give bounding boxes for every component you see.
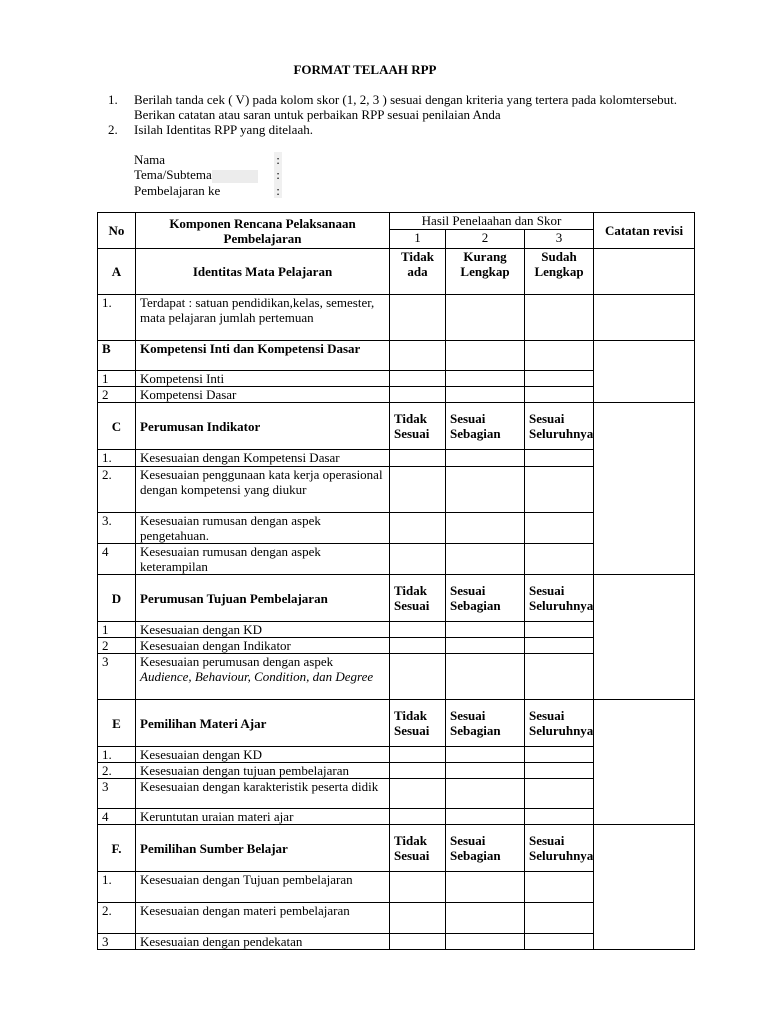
tema-label-text: Tema/Subtema	[134, 167, 212, 182]
instruction-text: Isilah Identitas RPP yang ditelaah.	[134, 122, 313, 137]
section-e-title: Pemilihan Materi Ajar	[136, 700, 390, 747]
score-cell-2[interactable]	[446, 654, 525, 700]
table-row	[98, 295, 695, 341]
score-cell-1[interactable]	[390, 809, 446, 825]
row-criteria: Kesesuaian dengan Kompetensi Dasar	[136, 450, 390, 467]
row-criteria: Kesesuaian dengan Tujuan pembelajaran	[136, 872, 390, 903]
section-e-catatan[interactable]	[594, 700, 695, 825]
row-no: 1.	[98, 872, 136, 903]
section-d-score-3: Sesuai Seluruhnya	[525, 575, 594, 622]
score-cell-2[interactable]	[446, 387, 525, 403]
section-f-title: Pemilihan Sumber Belajar	[136, 825, 390, 872]
pembelajaran-colon: :	[274, 183, 282, 198]
section-e-code: E	[98, 700, 136, 747]
section-a-score-1: Tidak ada	[390, 249, 446, 295]
row-criteria: Kesesuaian rumusan dengan aspek pengetahuan.	[136, 513, 390, 544]
nama-label: Nama	[134, 152, 166, 167]
row-no: 2.	[98, 903, 136, 934]
score-cell-3[interactable]	[525, 779, 594, 809]
section-a-title: Identitas Mata Pelajaran	[136, 249, 390, 295]
row-no: 2	[98, 638, 136, 654]
row-criteria: Kesesuaian dengan KD	[136, 747, 390, 763]
score-cell-2[interactable]	[446, 934, 525, 950]
row-no: 2.	[98, 763, 136, 779]
section-c-score-2: Sesuai Sebagian	[446, 403, 525, 450]
section-a-code: A	[98, 249, 136, 295]
score-cell-3[interactable]	[525, 809, 594, 825]
row-criteria: Kesesuaian dengan tujuan pembelajaran	[136, 763, 390, 779]
row-no: 3	[98, 934, 136, 950]
score-cell-1[interactable]	[390, 763, 446, 779]
instruction-list	[108, 92, 698, 137]
row-criteria: Kesesuaian dengan materi pembelajaran	[136, 903, 390, 934]
score-cell-2[interactable]	[446, 747, 525, 763]
score-cell-2[interactable]	[446, 763, 525, 779]
section-d-title: Perumusan Tujuan Pembelajaran	[136, 575, 390, 622]
section-b-catatan[interactable]	[594, 341, 695, 403]
telaah-table	[97, 212, 695, 950]
document-title: FORMAT TELAAH RPP	[293, 62, 437, 77]
section-c-code: C	[98, 403, 136, 450]
row-no: 3.	[98, 513, 136, 544]
score-cell-1[interactable]	[390, 450, 446, 467]
header-score-1: 1	[390, 230, 446, 249]
tema-colon: :	[274, 167, 282, 183]
score-cell-3[interactable]	[525, 638, 594, 654]
section-b-row	[98, 341, 695, 371]
score-cell-2[interactable]	[446, 638, 525, 654]
catatan-cell[interactable]	[594, 295, 695, 341]
row-no: 4	[98, 809, 136, 825]
row-criteria: Terdapat : satuan pendidikan,kelas, semester, mata pelajaran jumlah pertemuan	[136, 295, 390, 341]
header-no: No	[98, 213, 136, 249]
row-criteria: Kompetensi Dasar	[136, 387, 390, 403]
score-cell-3[interactable]	[525, 654, 594, 700]
section-c-catatan[interactable]	[594, 403, 695, 575]
score-cell-3[interactable]	[525, 622, 594, 638]
instruction-item	[108, 122, 698, 137]
row-criteria: Keruntutan uraian materi ajar	[136, 809, 390, 825]
score-cell-3[interactable]	[525, 295, 594, 341]
score-cell-1[interactable]	[390, 513, 446, 544]
score-cell-3[interactable]	[525, 513, 594, 544]
score-cell-2[interactable]	[446, 872, 525, 903]
score-cell-1[interactable]	[390, 371, 446, 387]
section-e-score-2: Sesuai Sebagian	[446, 700, 525, 747]
section-c-score-3: Sesuai Seluruhnya	[525, 403, 594, 450]
row-no: 4	[98, 544, 136, 575]
score-cell-1[interactable]	[390, 934, 446, 950]
score-cell-3[interactable]	[525, 872, 594, 903]
section-a-catatan	[594, 249, 695, 295]
score-cell-2[interactable]	[446, 544, 525, 575]
section-f-row	[98, 825, 695, 872]
row-no: 1.	[98, 747, 136, 763]
row-no: 3	[98, 779, 136, 809]
row-criteria: Kesesuaian rumusan dengan aspek keterampilan	[136, 544, 390, 575]
score-cell-3[interactable]	[525, 371, 594, 387]
row-criteria: Kesesuaian dengan pendekatan	[136, 934, 390, 950]
identity-row-pembelajaran	[134, 183, 282, 198]
score-cell-1[interactable]	[390, 779, 446, 809]
section-f-score-3: Sesuai Seluruhnya	[525, 825, 594, 872]
row-criteria: Kompetensi Inti	[136, 371, 390, 387]
header-komponen: Komponen Rencana Pelaksanaan Pembelajaran	[136, 213, 390, 249]
section-f-score-1: Tidak Sesuai	[390, 825, 446, 872]
header-score-2: 2	[446, 230, 525, 249]
header-score-3: 3	[525, 230, 594, 249]
section-f-code: F.	[98, 825, 136, 872]
header-hasil: Hasil Penelaahan dan Skor	[390, 213, 594, 230]
section-d-score-2: Sesuai Sebagian	[446, 575, 525, 622]
section-d-catatan[interactable]	[594, 575, 695, 700]
section-e-score-3: Sesuai Seluruhnya	[525, 700, 594, 747]
pembelajaran-label: Pembelajaran ke	[134, 182, 221, 198]
row-criteria: Kesesuaian dengan karakteristik peserta didik	[136, 779, 390, 809]
score-cell-1[interactable]	[390, 467, 446, 513]
score-cell-1[interactable]	[390, 747, 446, 763]
score-cell-2[interactable]	[446, 450, 525, 467]
header-catatan: Catatan revisi	[594, 213, 695, 249]
row-criteria: Kesesuaian dengan KD	[136, 622, 390, 638]
row-no: 2	[98, 387, 136, 403]
row-no: 1.	[98, 295, 136, 341]
section-e-score-1: Tidak Sesuai	[390, 700, 446, 747]
section-a-row	[98, 249, 695, 295]
tema-highlight	[212, 170, 258, 183]
score-cell-3[interactable]	[525, 387, 594, 403]
row-no: 1	[98, 622, 136, 638]
score-cell-2[interactable]	[446, 513, 525, 544]
row-no: 1.	[98, 450, 136, 467]
score-cell-1[interactable]	[390, 654, 446, 700]
row-criteria-italic: Audience, Behaviour, Condition, dan Degree	[140, 669, 374, 684]
score-cell-2[interactable]	[446, 779, 525, 809]
section-d-code: D	[98, 575, 136, 622]
score-cell-3[interactable]	[525, 450, 594, 467]
score-cell-1[interactable]	[390, 872, 446, 903]
score-cell-1[interactable]	[390, 544, 446, 575]
instruction-item	[108, 92, 698, 122]
score-cell-1[interactable]	[390, 903, 446, 934]
score-cell-1[interactable]	[390, 622, 446, 638]
score-cell-2[interactable]	[446, 295, 525, 341]
section-a-score-2: Kurang Lengkap	[446, 249, 525, 295]
instruction-text: Berilah tanda cek ( V) pada kolom skor (1, 2, 3 ) sesuai dengan kriteria yang tertera pada kolomtersebut. Berikan catatan atau saran untuk perbaikan RPP sesuai penilaian Anda	[134, 92, 678, 122]
score-cell-3[interactable]	[525, 747, 594, 763]
header-row	[98, 213, 695, 230]
score-cell-2[interactable]	[446, 371, 525, 387]
section-f-score-2: Sesuai Sebagian	[446, 825, 525, 872]
row-criteria-text: Kesesuaian perumusan dengan aspek	[140, 654, 334, 669]
row-no: 3	[98, 654, 136, 700]
score-cell-3[interactable]	[525, 903, 594, 934]
row-criteria	[136, 654, 390, 700]
nama-colon: :	[274, 152, 282, 167]
score-cell-1[interactable]	[390, 387, 446, 403]
section-c-score-1: Tidak Sesuai	[390, 403, 446, 450]
score-cell-3[interactable]	[525, 544, 594, 575]
row-no: 1	[98, 371, 136, 387]
section-e-row	[98, 700, 695, 747]
score-cell-1[interactable]	[390, 295, 446, 341]
row-criteria: Kesesuaian dengan Indikator	[136, 638, 390, 654]
section-d-row	[98, 575, 695, 622]
score-cell-1[interactable]	[390, 638, 446, 654]
score-cell-2[interactable]	[446, 467, 525, 513]
score-cell-2[interactable]	[446, 809, 525, 825]
score-cell-2[interactable]	[446, 622, 525, 638]
row-criteria: Kesesuaian penggunaan kata kerja operasional dengan kompetensi yang diukur	[136, 467, 390, 513]
row-no: 2.	[98, 467, 136, 513]
section-a-score-3: Sudah Lengkap	[525, 249, 594, 295]
instruction-number: 1.	[108, 92, 118, 107]
tema-label	[134, 167, 274, 183]
section-f-catatan[interactable]	[594, 825, 695, 950]
instruction-number: 2.	[108, 122, 118, 137]
identity-row-tema	[134, 167, 282, 183]
score-cell-3[interactable]	[525, 934, 594, 950]
score-cell-2[interactable]	[446, 903, 525, 934]
score-cell-3[interactable]	[525, 467, 594, 513]
score-cell-3[interactable]	[525, 763, 594, 779]
identity-row-nama	[134, 152, 282, 167]
section-b-code: B	[98, 341, 136, 371]
section-d-score-1: Tidak Sesuai	[390, 575, 446, 622]
identity-block	[134, 152, 282, 198]
section-c-row	[98, 403, 695, 450]
section-b-title: Kompetensi Inti dan Kompetensi Dasar	[136, 341, 390, 371]
section-c-title: Perumusan Indikator	[136, 403, 390, 450]
